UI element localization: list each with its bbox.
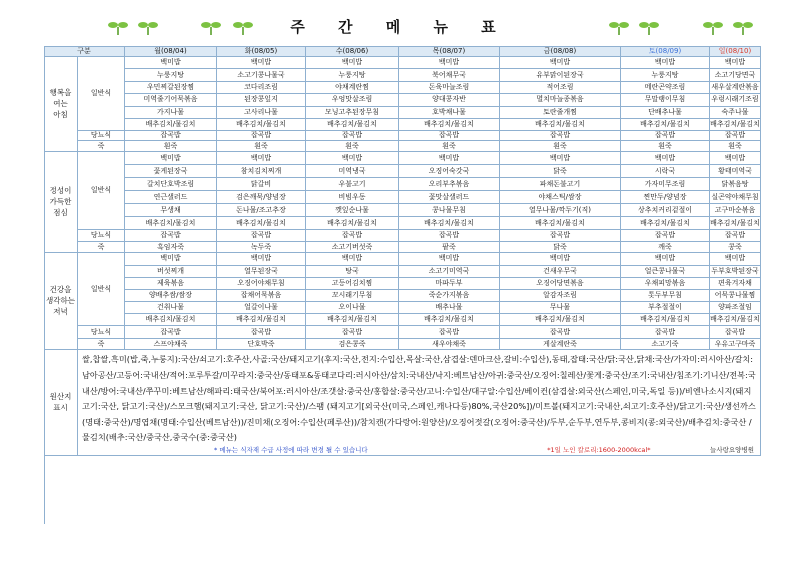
dangnyo-item: 잡곡밥 <box>710 230 761 242</box>
menu-item: 백미밥 <box>710 57 761 69</box>
menu-item: 갈치단호박조림 <box>125 178 217 191</box>
menu-item: 누룽지탕 <box>621 69 710 81</box>
menu-item: 백미밥 <box>621 57 710 69</box>
general-label: 일반식 <box>78 152 125 230</box>
menu-item: 양대콩자반 <box>399 94 500 106</box>
menu-item: 배추김치/물김치 <box>306 314 399 326</box>
menu-item: 배추김치/물김치 <box>217 314 306 326</box>
menu-item: 검은깨묵/양념장 <box>217 191 306 204</box>
menu-item: 백미밥 <box>306 253 399 265</box>
menu-item: 오징어당면볶음 <box>500 278 621 290</box>
dangnyo-item: 잡곡밥 <box>710 131 761 141</box>
juk-label: 죽 <box>78 339 125 350</box>
meal-section-label <box>44 253 78 350</box>
menu-item: 배추김치/물김치 <box>306 119 399 131</box>
menu-item: 실곤약야채무침 <box>710 191 761 204</box>
meal-name-line: 아침 <box>53 109 68 119</box>
dangnyo-item: 잡곡밥 <box>125 131 217 141</box>
menu-item: 배추김치/물김치 <box>399 119 500 131</box>
menu-item: 배추김치/물김치 <box>399 217 500 230</box>
page-title: 주 간 메 뉴 표 <box>290 18 510 36</box>
page-header <box>0 0 800 46</box>
menu-item: 고사리나물 <box>217 107 306 119</box>
menu-item: 깻잎순나물 <box>306 204 399 217</box>
menu-item: 오징어숙갓국 <box>399 165 500 178</box>
dangnyo-item: 잡곡밥 <box>399 230 500 242</box>
menu-item: 배추김치/물김치 <box>125 119 217 131</box>
menu-item: 닭죽 <box>500 165 621 178</box>
menu-item: 우민찌갈된장찜 <box>125 82 217 94</box>
juk-item: 흰죽 <box>399 141 500 152</box>
menu-item: 시락국 <box>621 165 710 178</box>
menu-item: 백미밥 <box>500 57 621 69</box>
menu-item: 우불고기 <box>306 178 399 191</box>
menu-item: 배추나물 <box>399 302 500 314</box>
meal-section-label <box>44 152 78 253</box>
header-day: 수(08/06) <box>306 46 399 57</box>
juk-item: 소고기버섯죽 <box>306 242 399 253</box>
header-day: 화(08/05) <box>217 46 306 57</box>
meal-name-line: 저녁 <box>53 306 68 316</box>
menu-item: 돈나물/조고추장 <box>217 204 306 217</box>
meal-name-line: 정성이 <box>49 186 72 196</box>
juk-label: 죽 <box>78 242 125 253</box>
dangnyo-item: 잡곡밥 <box>500 326 621 339</box>
menu-item: 백미밥 <box>306 152 399 165</box>
menu-item: 잡채어묵볶음 <box>217 290 306 302</box>
menu-item: 새우살계란볶음 <box>710 82 761 94</box>
menu-item: 꽃게된장국 <box>125 165 217 178</box>
menu-item: 백미밥 <box>500 253 621 265</box>
general-label: 일반식 <box>78 253 125 326</box>
menu-item: 배추김치/물김치 <box>125 314 217 326</box>
dangnyo-item: 잡곡밥 <box>306 326 399 339</box>
menu-item: 오리부추볶음 <box>399 178 500 191</box>
dangnyo-item: 잡곡밥 <box>621 230 710 242</box>
menu-item: 모닝고추된장무침 <box>306 107 399 119</box>
menu-item: 백미밥 <box>217 253 306 265</box>
menu-item: 황태미역국 <box>710 165 761 178</box>
menu-item: 메란곤약조림 <box>621 82 710 94</box>
menu-item: 백미밥 <box>306 57 399 69</box>
menu-item: 백미밥 <box>125 152 217 165</box>
menu-table <box>44 46 761 524</box>
meal-name-line: 건강을 <box>49 285 72 295</box>
dangnyo-item: 잡곡밥 <box>399 326 500 339</box>
menu-item: 편육겨자채 <box>710 278 761 290</box>
menu-item: 배추김치/물김치 <box>621 119 710 131</box>
menu-item: 멸치마늘종볶음 <box>500 94 621 106</box>
juk-item: 흰죽 <box>500 141 621 152</box>
juk-item: 콩죽 <box>710 242 761 253</box>
menu-item: 닭볶음탕 <box>710 178 761 191</box>
menu-item: 백미밥 <box>399 57 500 69</box>
dangnyo-item: 잡곡밥 <box>217 131 306 141</box>
footer-note: * 메뉴는 식자재 수급 사정에 따라 변경 될 수 있습니다 <box>214 446 368 455</box>
menu-item: 배추김치/물김치 <box>217 119 306 131</box>
juk-item: 흰죽 <box>710 141 761 152</box>
menu-item: 어묵콩나물찜 <box>710 290 761 302</box>
juk-item: 팥죽 <box>399 242 500 253</box>
menu-item: 백미밥 <box>217 152 306 165</box>
origin-label-line: 원산지 <box>49 392 72 402</box>
juk-item: 흰죽 <box>621 141 710 152</box>
menu-item: 백미밥 <box>621 152 710 165</box>
menu-item: 토란줄개찜 <box>500 107 621 119</box>
juk-item: 닭죽 <box>500 242 621 253</box>
juk-item: 새우야채죽 <box>399 339 500 350</box>
menu-item: 상추치커리겉절이 <box>621 204 710 217</box>
menu-item: 무생채 <box>125 204 217 217</box>
menu-item: 참치김치찌개 <box>217 165 306 178</box>
menu-item: 코다리조림 <box>217 82 306 94</box>
menu-item: 누룽지탕 <box>306 69 399 81</box>
menu-item: 우엉맛살조림 <box>306 94 399 106</box>
menu-item: 소고기미역국 <box>399 266 500 278</box>
menu-item: 열무나물/깍두기(직) <box>500 204 621 217</box>
menu-item: 가지나물 <box>125 107 217 119</box>
menu-item: 백미밥 <box>125 253 217 265</box>
header-gubun: 구분 <box>44 46 125 57</box>
menu-item: 양파조절임 <box>710 302 761 314</box>
menu-item: 탕국 <box>306 266 399 278</box>
sprout-icon <box>702 18 724 36</box>
menu-item: 백미밥 <box>399 152 500 165</box>
menu-item: 호박채나물 <box>399 107 500 119</box>
sprout-icon <box>608 18 630 36</box>
menu-item: 단배추나물 <box>621 107 710 119</box>
menu-item: 꽃맛살샐러드 <box>399 191 500 204</box>
dangnyo-item: 잡곡밥 <box>306 131 399 141</box>
menu-item: 고등어김치찜 <box>306 278 399 290</box>
header-day: 일(08/10) <box>710 46 761 57</box>
meal-name-line: 가득한 <box>49 196 72 206</box>
dangnyo-item: 잡곡밥 <box>125 230 217 242</box>
menu-item: 우채피망볶음 <box>621 278 710 290</box>
menu-item: 찐만두/양념장 <box>621 191 710 204</box>
dangnyo-label: 당뇨식 <box>78 230 125 242</box>
menu-item: 백미밥 <box>710 152 761 165</box>
menu-item: 건취나물 <box>125 302 217 314</box>
juk-item: 흰죽 <box>306 141 399 152</box>
menu-item: 우렁시래기조림 <box>710 94 761 106</box>
menu-item: 배추김치/물김치 <box>500 314 621 326</box>
menu-item: 닭갈비 <box>217 178 306 191</box>
menu-item: 톳두부무침 <box>621 290 710 302</box>
dangnyo-item: 잡곡밥 <box>621 326 710 339</box>
footer-kcal: *1일 노인 칼로리:1600-2000kcal* <box>547 446 651 455</box>
menu-item: 양배추쌈/쌈장 <box>125 290 217 302</box>
menu-item: 배추김치/물김치 <box>621 217 710 230</box>
header-day: 금(08/08) <box>500 46 621 57</box>
menu-item: 콩나물무침 <box>399 204 500 217</box>
menu-item: 야채스틱/쌈장 <box>500 191 621 204</box>
dangnyo-item: 잡곡밥 <box>710 326 761 339</box>
menu-item: 미역줄기어묵볶음 <box>125 94 217 106</box>
menu-item: 두부호박된장국 <box>710 266 761 278</box>
meal-name-line: 생각하는 <box>46 295 75 305</box>
menu-item: 얼큰콩나물국 <box>621 266 710 278</box>
menu-item: 파채돈불고기 <box>500 178 621 191</box>
menu-item: 마파두부 <box>399 278 500 290</box>
menu-item: 배추김치/물김치 <box>125 217 217 230</box>
menu-item: 알감자조림 <box>500 290 621 302</box>
menu-item: 북어채무국 <box>399 69 500 81</box>
menu-item: 고구마순볶음 <box>710 204 761 217</box>
juk-item: 소고기죽 <box>621 339 710 350</box>
dangnyo-item: 잡곡밥 <box>621 131 710 141</box>
menu-item: 오징어야채무침 <box>217 278 306 290</box>
sprout-icon <box>638 18 660 36</box>
menu-item: 누룽지탕 <box>125 69 217 81</box>
menu-item: 배추김치/물김치 <box>621 314 710 326</box>
menu-item: 오이나물 <box>306 302 399 314</box>
dangnyo-item: 잡곡밥 <box>399 131 500 141</box>
menu-item: 배추김치/물김치 <box>710 217 761 230</box>
menu-item: 얼갈이나물 <box>217 302 306 314</box>
menu-item: 배추김치/물김치 <box>710 119 761 131</box>
meal-name-line: 점심 <box>53 207 68 217</box>
footer-row <box>78 445 761 456</box>
menu-item: 가자미무조림 <box>621 178 710 191</box>
juk-item: 단호박죽 <box>217 339 306 350</box>
juk-label: 죽 <box>78 141 125 152</box>
menu-item: 소고기콩나물국 <box>217 69 306 81</box>
menu-item: 백미밥 <box>710 253 761 265</box>
meal-name-line: 행복을 <box>49 87 72 97</box>
juk-item: 흰죽 <box>125 141 217 152</box>
sprout-icon <box>732 18 754 36</box>
menu-item: 건새우무국 <box>500 266 621 278</box>
menu-item: 배추김치/물김치 <box>710 314 761 326</box>
menu-item: 배추김치/물김치 <box>306 217 399 230</box>
juk-item: 녹두죽 <box>217 242 306 253</box>
menu-item: 미역냉국 <box>306 165 399 178</box>
origin-label-line: 표시 <box>53 402 68 412</box>
juk-item: 우유고구마죽 <box>710 339 761 350</box>
dangnyo-item: 잡곡밥 <box>217 230 306 242</box>
menu-item: 무말랭이무침 <box>621 94 710 106</box>
menu-item: 백미밥 <box>500 152 621 165</box>
menu-item: 제육볶음 <box>125 278 217 290</box>
dangnyo-item: 잡곡밥 <box>125 326 217 339</box>
menu-item: 배추김치/물김치 <box>217 217 306 230</box>
menu-item: 백미밥 <box>217 57 306 69</box>
menu-item: 꼬시래기무침 <box>306 290 399 302</box>
footer-hospital: 늘사랑요양병원 <box>710 446 754 455</box>
menu-item: 유부맑이된장국 <box>500 69 621 81</box>
juk-item: 검은콩죽 <box>306 339 399 350</box>
menu-item: 무나물 <box>500 302 621 314</box>
dangnyo-label: 당뇨식 <box>78 326 125 339</box>
dangnyo-item: 잡곡밥 <box>306 230 399 242</box>
menu-item: 버섯찌개 <box>125 266 217 278</box>
menu-item: 돈육마늘조림 <box>399 82 500 94</box>
header-day: 목(08/07) <box>399 46 500 57</box>
dangnyo-item: 잡곡밥 <box>500 131 621 141</box>
menu-item: 야채계란찜 <box>306 82 399 94</box>
juk-item: 게살계란죽 <box>500 339 621 350</box>
menu-item: 백미밥 <box>399 253 500 265</box>
header-day: 월(08/04) <box>125 46 217 57</box>
meal-name-line: 여는 <box>53 98 68 108</box>
menu-item: 소고기당면국 <box>710 69 761 81</box>
menu-item: 배추김치/물김치 <box>500 119 621 131</box>
menu-item: 부추절절이 <box>621 302 710 314</box>
menu-item: 배추김치/물김치 <box>399 314 500 326</box>
menu-item: 열무된장국 <box>217 266 306 278</box>
juk-item: 흑임자죽 <box>125 242 217 253</box>
menu-item: 된장콩잎지 <box>217 94 306 106</box>
dangnyo-label: 당뇨식 <box>78 131 125 141</box>
menu-item: 적어조림 <box>500 82 621 94</box>
menu-item: 연근샐러드 <box>125 191 217 204</box>
header-day: 토(08/09) <box>621 46 710 57</box>
menu-item: 숙주나물 <box>710 107 761 119</box>
menu-item: 백미밥 <box>125 57 217 69</box>
menu-item: 비빔우동 <box>306 191 399 204</box>
menu-item: 죽순가지볶음 <box>399 290 500 302</box>
menu-item: 배추김치/물김치 <box>500 217 621 230</box>
dangnyo-item: 잡곡밥 <box>500 230 621 242</box>
origin-text: 쌀,찹쌀,흑미(밥,죽,누룽지):국산/쇠고기:호주산,사골:국산/돼지고기(후지:국산,전지:수입산,목살:국산,삼겹살:덴마크산,갈비:수입산),동태,잡태:국산/닭:국산,닭채:국산/가자미:러시아산/갈치:남아공산/고등어:국내산/적어:포루투갈/미꾸라지:중국산/동태포&동태코다리:러시아산/삼치:국내산/낙지:베트남산/아귀:중국산/오징어:칠레산/꽃게:중국산/조기:국내산/침조기:기니산/전복:국내산/방어:국내산/쭈꾸미:베트남산/해파리:태국산/북어포:러시아산/조갯살:중국산/홍합살:중국산/고니:수입산/대구알:수입산/베이컨(삼겹살:외국산(스페인,미국,독일 등))/비엔나소시지(돼지고기:국산, 닭고기:국산)/스모크햄(돼지고기:국산, 닭고기:국산)/스팸 (돼지고기[외국산(미국,스페인,캐나다등)80%,국산20%])/미트볼(돼지고기:국내산,쇠고기:호주산)/닭고기:국산/생선까스(명태:중국산)/명엽채(명태:수입산(베트남산))/진미채(오징어:수입산(페루산))/참치캔(가다랑어:원양산)/오징어젓갈(오징어:중국산)/두부,순두부,연두부,콩비지(콩:외국산)/배추김치:중국산 /물김치(배추:국산/중국산,중국수(중:중국산) <box>78 350 761 445</box>
origin-label <box>44 350 78 456</box>
dangnyo-item: 잡곡밥 <box>217 326 306 339</box>
meal-section-label <box>44 57 78 152</box>
juk-item: 스프야채죽 <box>125 339 217 350</box>
general-label: 일반식 <box>78 57 125 131</box>
menu-item: 백미밥 <box>621 253 710 265</box>
juk-item: 흰죽 <box>217 141 306 152</box>
juk-item: 깨죽 <box>621 242 710 253</box>
